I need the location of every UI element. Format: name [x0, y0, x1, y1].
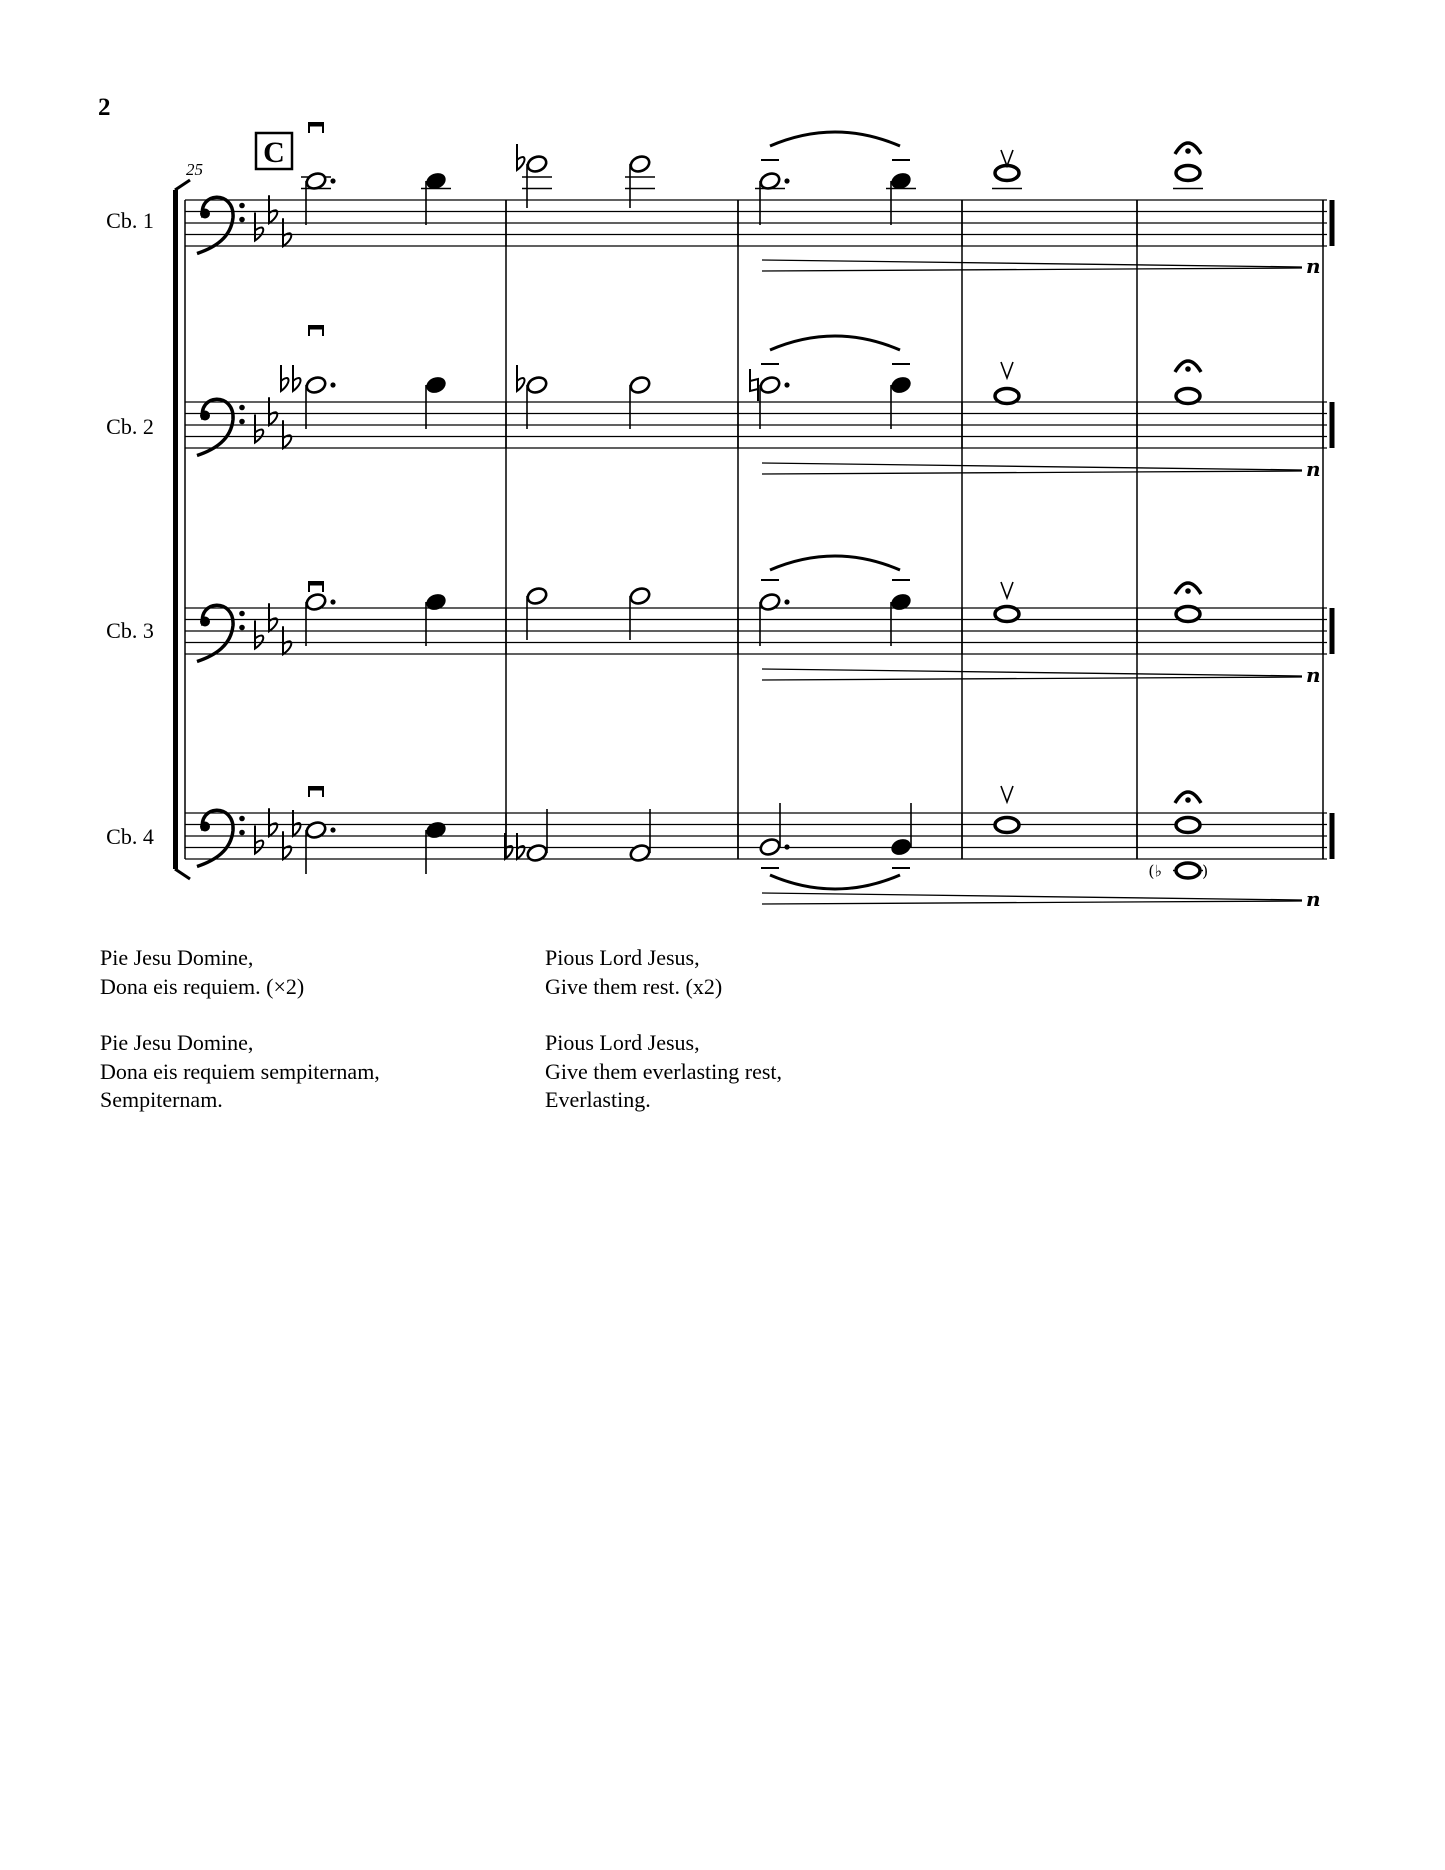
lyrics-latin-stanza-2	[100, 1029, 380, 1115]
whole-note	[995, 607, 1019, 622]
diminuendo-hairpin	[762, 677, 1302, 680]
natural-accidental	[750, 369, 758, 401]
notehead	[425, 375, 448, 395]
whole-note	[1176, 818, 1200, 833]
whole-note	[1176, 389, 1200, 404]
page-number: 2	[98, 94, 111, 121]
half-note	[629, 375, 652, 395]
flat-accidental	[517, 144, 525, 170]
flat-accidental	[293, 810, 301, 836]
half-note	[629, 586, 652, 606]
diminuendo-hairpin	[762, 471, 1302, 474]
lyrics-line: Pie Jesu Domine,	[100, 945, 254, 970]
dynamic-niente: n	[1306, 887, 1321, 911]
lyrics-line: Dona eis requiem. (×2)	[100, 973, 305, 999]
lyrics-line: Pious Lord Jesus,	[545, 945, 700, 970]
flat-icon	[255, 826, 263, 854]
lyrics-latin-stanza-1	[100, 944, 380, 1001]
bass-clef-dot	[239, 405, 245, 411]
bass-clef-dot	[200, 411, 210, 421]
notehead	[890, 837, 913, 857]
lyrics-line: Pious Lord Jesus,	[545, 1030, 700, 1055]
down-bow-bar	[309, 326, 323, 330]
up-bow-icon	[1001, 582, 1013, 598]
flat-icon	[255, 213, 263, 241]
augmentation-dot	[330, 178, 335, 183]
half-note	[526, 586, 549, 606]
whole-note	[995, 389, 1019, 404]
augmentation-dot	[784, 599, 789, 604]
notehead	[890, 375, 913, 395]
bass-clef-dot	[239, 203, 245, 209]
bass-clef-dot	[239, 419, 245, 425]
flat-accidental	[293, 365, 301, 391]
lyrics-latin	[100, 944, 380, 1143]
bracket-bottom	[175, 869, 190, 879]
slur	[770, 556, 900, 570]
bass-clef-icon	[197, 605, 233, 661]
fermata-dot	[1185, 366, 1191, 372]
system-bracket	[173, 190, 178, 869]
whole-note	[995, 818, 1019, 833]
half-note	[305, 592, 328, 612]
up-bow-icon	[1001, 150, 1013, 166]
diminuendo-hairpin	[762, 268, 1302, 271]
lyrics-english-stanza-1	[545, 944, 782, 1001]
diminuendo-hairpin	[762, 463, 1302, 470]
dynamic-niente: n	[1306, 457, 1321, 481]
notehead	[425, 820, 448, 840]
diminuendo-hairpin	[762, 669, 1302, 676]
final-barline-thick	[1330, 200, 1335, 246]
fermata-dot	[1185, 148, 1191, 154]
measure-number: 25	[186, 160, 203, 179]
bracketed-accidental: (♭	[1148, 861, 1162, 881]
flat-icon	[255, 621, 263, 649]
augmentation-dot	[784, 382, 789, 387]
half-note	[305, 820, 328, 840]
bass-clef-dot	[239, 830, 245, 836]
final-barline-thick	[1330, 402, 1335, 448]
whole-note	[1176, 166, 1200, 181]
lyrics-english-stanza-2	[545, 1029, 782, 1115]
bracket-top	[175, 180, 190, 190]
bass-clef-dot	[239, 611, 245, 617]
bass-clef-dot	[239, 217, 245, 223]
bass-clef-icon	[197, 810, 233, 866]
bass-clef-icon	[197, 399, 233, 455]
half-note	[526, 843, 549, 863]
slur	[770, 132, 900, 146]
whole-note	[1176, 607, 1200, 622]
bass-clef-dot	[200, 617, 210, 627]
diminuendo-hairpin	[762, 893, 1302, 900]
whole-note	[1176, 863, 1200, 878]
half-note	[526, 375, 549, 395]
half-note	[759, 375, 782, 395]
half-note	[629, 154, 652, 174]
lyrics-english	[545, 944, 782, 1143]
augmentation-dot	[330, 382, 335, 387]
flat-icon	[255, 415, 263, 443]
half-note	[305, 375, 328, 395]
notehead	[425, 592, 448, 612]
down-bow-bar	[309, 787, 323, 791]
augmentation-dot	[330, 827, 335, 832]
lyrics-line: Dona eis requiem sempiternam,	[100, 1058, 380, 1084]
bass-clef-dot	[200, 209, 210, 219]
slur	[770, 336, 900, 350]
bass-clef-icon	[197, 197, 233, 253]
notehead	[890, 592, 913, 612]
final-barline-thick	[1330, 813, 1335, 859]
half-note	[759, 592, 782, 612]
lyrics-line: Sempiternam.	[100, 1087, 223, 1112]
half-note	[629, 843, 652, 863]
half-note	[526, 154, 549, 174]
final-barline-thick	[1330, 608, 1335, 654]
dynamic-niente: n	[1306, 663, 1321, 687]
bass-clef-dot	[200, 822, 210, 832]
flat-accidental	[281, 365, 289, 391]
staff-label: Cb. 2	[106, 414, 154, 439]
flat-accidental	[517, 365, 525, 391]
diminuendo-hairpin	[762, 260, 1302, 267]
augmentation-dot	[784, 178, 789, 183]
up-bow-icon	[1001, 362, 1013, 378]
dynamic-niente: n	[1306, 254, 1321, 278]
augmentation-dot	[330, 599, 335, 604]
fermata-dot	[1185, 588, 1191, 594]
staff-label: Cb. 1	[106, 208, 154, 233]
down-bow-bar	[309, 123, 323, 127]
lyrics-line: Give them rest. (x2)	[545, 973, 723, 999]
up-bow-icon	[1001, 786, 1013, 802]
bracketed-accidental-close: )	[1202, 861, 1209, 881]
lyrics-line: Everlasting.	[545, 1087, 651, 1112]
half-note	[759, 837, 782, 857]
fermata-dot	[1185, 797, 1191, 803]
staff-label: Cb. 4	[106, 824, 154, 849]
rehearsal-mark: C	[263, 136, 285, 169]
slur	[770, 875, 900, 889]
lyrics-line: Give them everlasting rest,	[545, 1058, 783, 1084]
flat-accidental	[517, 833, 525, 859]
diminuendo-hairpin	[762, 901, 1302, 904]
bass-clef-dot	[239, 816, 245, 822]
down-bow-bar	[309, 582, 323, 586]
bass-clef-dot	[239, 625, 245, 631]
augmentation-dot	[784, 844, 789, 849]
staff-label: Cb. 3	[106, 618, 154, 643]
lyrics-line: Pie Jesu Domine,	[100, 1030, 254, 1055]
